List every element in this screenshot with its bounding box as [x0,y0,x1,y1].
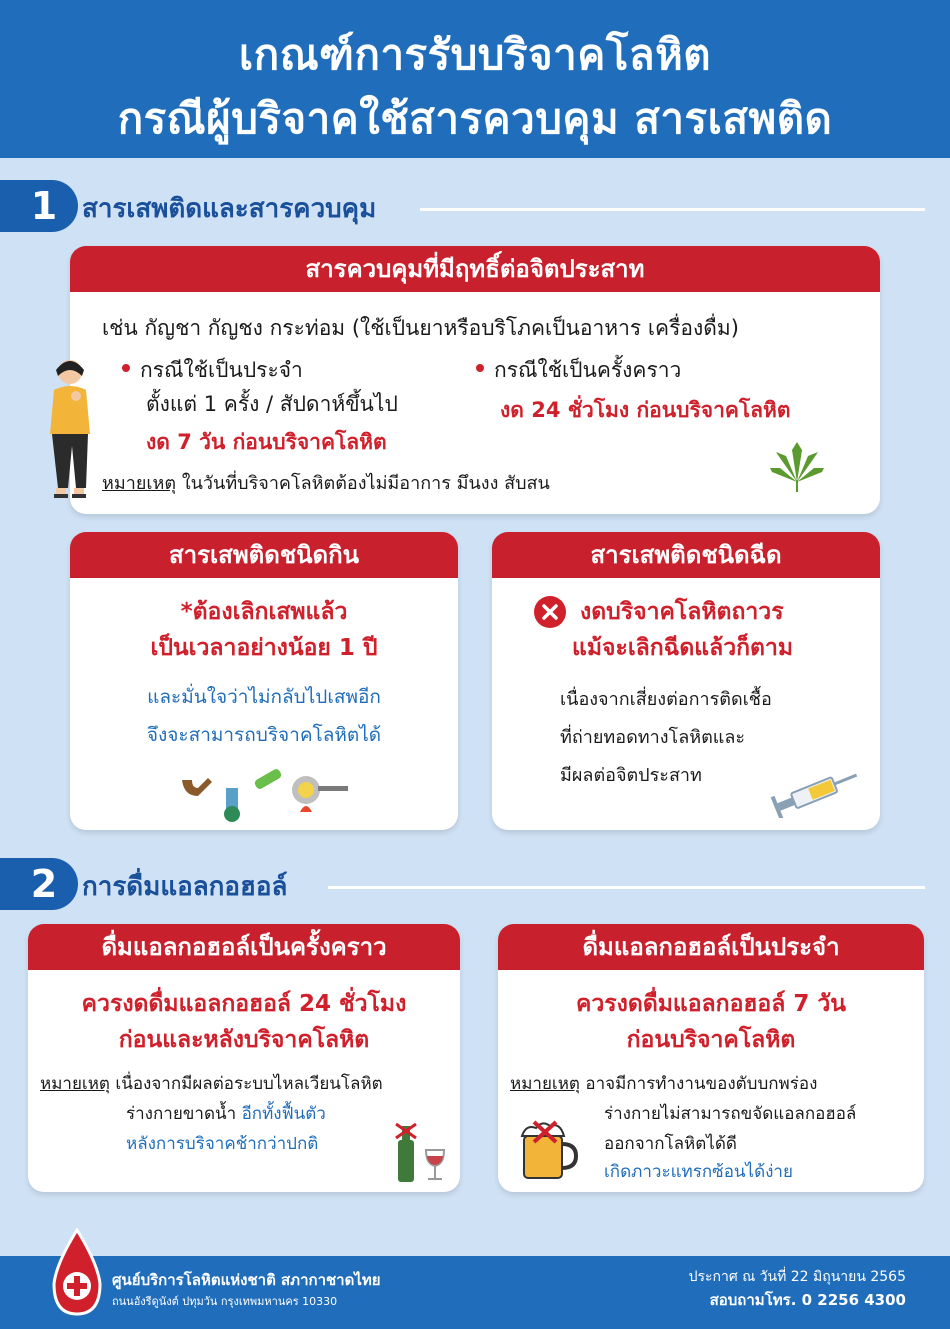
alcohol-regular-note4: เกิดภาวะแทรกซ้อนได้ง่าย [604,1162,793,1182]
injected-drug-heading: สารเสพติดชนิดฉีด [492,532,880,578]
alcohol-regular-heading: ดื่มแอลกอฮอล์เป็นประจำ [498,924,924,970]
injected-line1: งดบริจาคโลหิตถาวร [580,599,784,625]
alcohol-regular-note1: หมายเหตุ อาจมีการทำงานของตับบกพร่อง [510,1074,818,1094]
footer-phone: สอบถามโทร. 0 2256 4300 [709,1291,906,1309]
oral-drug-heading: สารเสพติดชนิดกิน [70,532,458,578]
page-title-line2: กรณีผู้บริจาคใช้สารควบคุม สารเสพติด [117,94,833,143]
blood-drop-logo-icon [48,1228,106,1320]
alcohol-occasional-line2: ก่อนและหลังบริจาคโลหิต [118,1027,370,1053]
regular-use-line2: ตั้งแต่ 1 ครั้ง / สัปดาห์ขึ้นไป [146,392,398,416]
injected-line2: แม้จะเลิกฉีดแล้วก็ตาม [572,635,794,661]
occasional-use-line1: กรณีใช้เป็นครั้งคราว [476,354,681,387]
occasional-use-rule: งด 24 ชั่วโมง ก่อนบริจาคโลหิต [500,398,791,422]
section2-heading [0,858,950,910]
alcohol-regular-card [498,924,924,1192]
alcohol-occasional-note3: หลังการบริจาคช้ากว่าปกติ [126,1134,319,1154]
alcohol-occasional-heading: ดื่มแอลกอฮอล์เป็นครั้งคราว [28,924,460,970]
psychoactive-card [70,246,880,514]
psychoactive-heading: สารควบคุมที่มีฤทธิ์ต่อจิตประสาท [70,246,880,292]
no-x-icon [534,596,566,628]
section1-divider [420,208,925,211]
injected-line4: ที่ถ่ายทอดทางโลหิตและ [560,727,746,748]
alcohol-regular-line2: ก่อนบริจาคโลหิต [626,1027,796,1053]
bullet-icon [476,364,484,372]
oral-drug-card [70,532,458,830]
oral-line2: เป็นเวลาอย่างน้อย 1 ปี [150,635,378,661]
pipe-bong-icon [174,760,354,824]
injected-drug-card [492,532,880,830]
oral-line3: และมั่นใจว่าไม่กลับไปเสพอีก [147,686,381,708]
woman-thinking-icon [42,356,98,506]
alcohol-regular-note3: ออกจากโลหิตได้ดี [604,1134,737,1154]
regular-use-line1: กรณีใช้เป็นประจำ [122,354,303,387]
alcohol-regular-line1: ควรงดดื่มแอลกอฮอล์ 7 วัน [576,991,846,1017]
alcohol-regular-note2: ร่างกายไม่สามารถขจัดแอลกอฮอล์ [604,1104,857,1124]
footer-org-address: ถนนอังรีดูนังต์ ปทุมวัน กรุงเทพมหานคร 10330 [112,1295,338,1308]
injected-line3: เนื่องจากเสี่ยงต่อการติดเชื้อ [560,689,772,710]
syringe-icon [770,766,862,818]
alcohol-occasional-card [28,924,460,1192]
alcohol-occasional-line1: ควรงดดื่มแอลกอฮอล์ 24 ชั่วโมง [81,991,407,1017]
page-title-line1: เกณฑ์การรับบริจาคโลหิต [238,30,712,79]
injected-line5: มีผลต่อจิตประสาท [560,765,702,786]
oral-line1: *ต้องเลิกเสพแล้ว [180,599,348,625]
section2-divider [328,886,925,889]
alcohol-occasional-note1: หมายเหตุ เนื่องจากมีผลต่อระบบไหลเวียนโลหิต [40,1074,383,1094]
section1-heading [0,180,950,232]
section1-title: สารเสพติดและสารควบคุม [82,194,377,224]
section1-number: 1 [0,180,78,232]
section2-number: 2 [0,858,78,910]
page-header [0,0,950,158]
bullet-icon [122,364,130,372]
footer-org-name: ศูนย์บริการโลหิตแห่งชาติ สภากาชาดไทย [112,1271,381,1289]
footer-announce-date: ประกาศ ณ วันที่ 22 มิถุนายน 2565 [688,1269,906,1285]
psychoactive-note: หมายเหตุ ในวันที่บริจาคโลหิตต้องไม่มีอาการ มึนงง สับสน [102,473,550,494]
page-footer [0,1256,950,1329]
regular-use-rule: งด 7 วัน ก่อนบริจาคโลหิต [146,430,387,454]
wine-bottle-icon [388,1120,450,1184]
alcohol-occasional-note2: ร่างกายขาดน้ำ อีกทั้งฟื้นตัว [126,1104,326,1124]
section2-title: การดื่มแอลกอฮอล์ [82,872,288,902]
oral-line4: จึงจะสามารถบริจาคโลหิตได้ [146,724,382,746]
beer-mug-icon [516,1116,582,1182]
psychoactive-examples: เช่น กัญชา กัญชง กระท่อม (ใช้เป็นยาหรือบริโภคเป็นอาหาร เครื่องดื่ม) [102,316,739,340]
cannabis-leaf-icon [770,442,824,492]
